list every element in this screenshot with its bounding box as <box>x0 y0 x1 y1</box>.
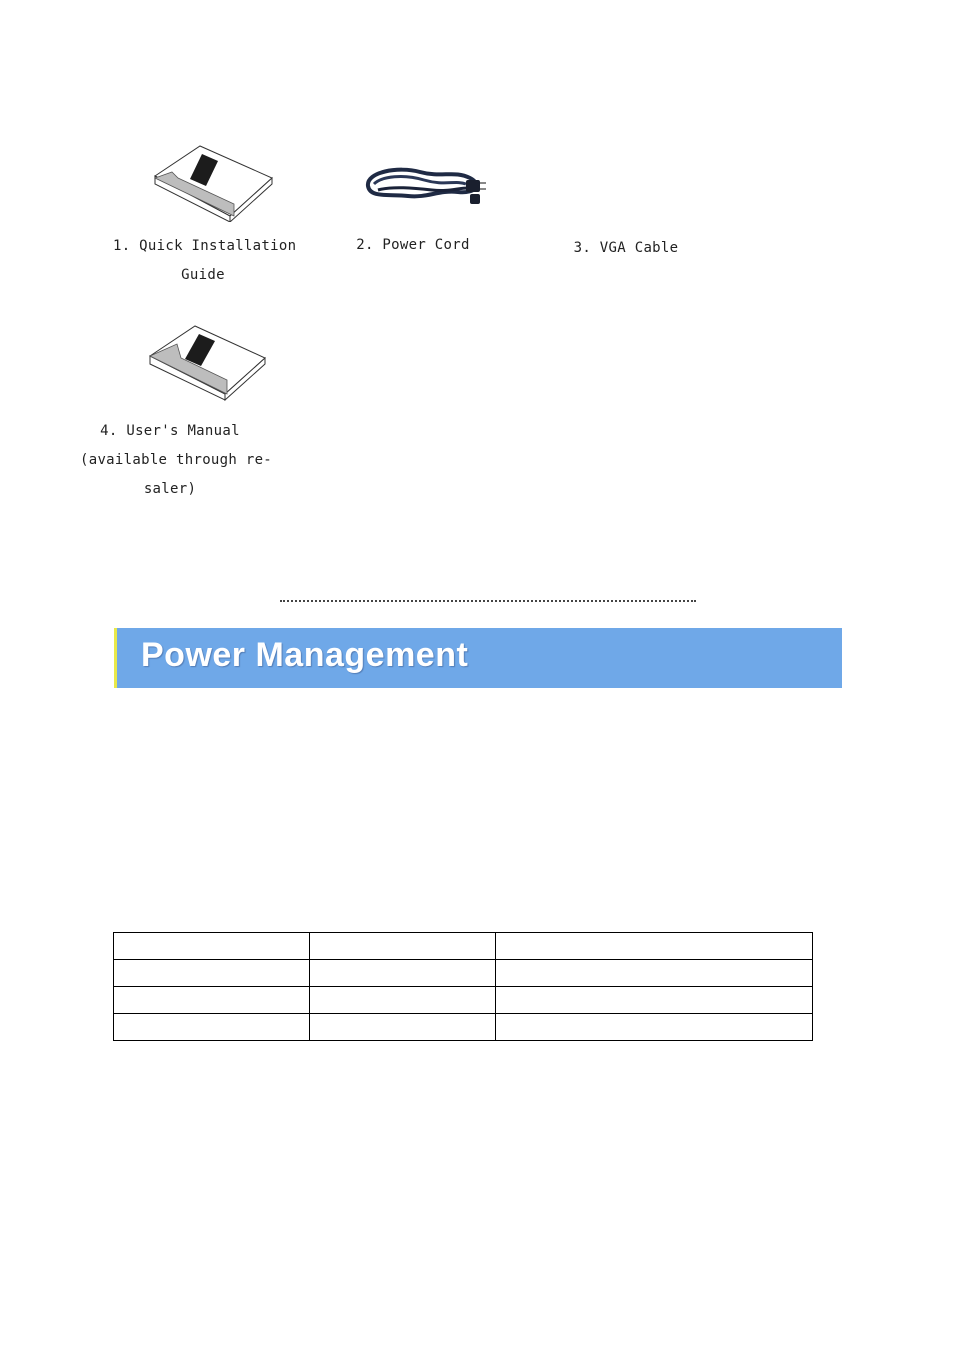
table-cell <box>496 960 813 987</box>
item-caption <box>113 232 297 290</box>
booklet-icon <box>145 322 275 402</box>
power-cord-icon <box>358 158 490 212</box>
caption-line: 4. User's Manual <box>100 423 240 439</box>
caption-line: 2. Power Cord <box>356 237 470 253</box>
package-item-quick-installation-guide <box>150 142 280 222</box>
table-cell <box>496 933 813 960</box>
caption-line: saler) <box>143 481 197 497</box>
dotted-separator <box>280 600 696 602</box>
table-cell <box>310 987 496 1014</box>
package-item-users-manual <box>145 322 275 402</box>
power-management-table <box>113 932 813 1041</box>
table-cell <box>114 1014 310 1041</box>
section-banner <box>114 628 842 688</box>
table-cell <box>114 960 310 987</box>
table-row <box>114 987 813 1014</box>
table-cell <box>114 987 310 1014</box>
table-row <box>114 1014 813 1041</box>
table-cell <box>310 960 496 987</box>
table-cell <box>496 1014 813 1041</box>
table-row <box>114 960 813 987</box>
caption-line: (available through re- <box>80 452 273 468</box>
package-item-vga-cable <box>566 234 686 263</box>
item-caption <box>348 231 478 260</box>
caption-line: Guide <box>181 267 225 283</box>
table-cell <box>496 987 813 1014</box>
table-cell <box>310 933 496 960</box>
table-cell <box>114 933 310 960</box>
item-caption <box>80 417 273 504</box>
table-row <box>114 933 813 960</box>
caption-line: 1. Quick Installation <box>113 238 297 254</box>
section-title: Power Management <box>141 636 469 674</box>
booklet-icon <box>150 142 280 222</box>
table-cell <box>310 1014 496 1041</box>
caption-line: 3. VGA Cable <box>573 240 679 256</box>
package-item-power-cord <box>358 158 490 212</box>
